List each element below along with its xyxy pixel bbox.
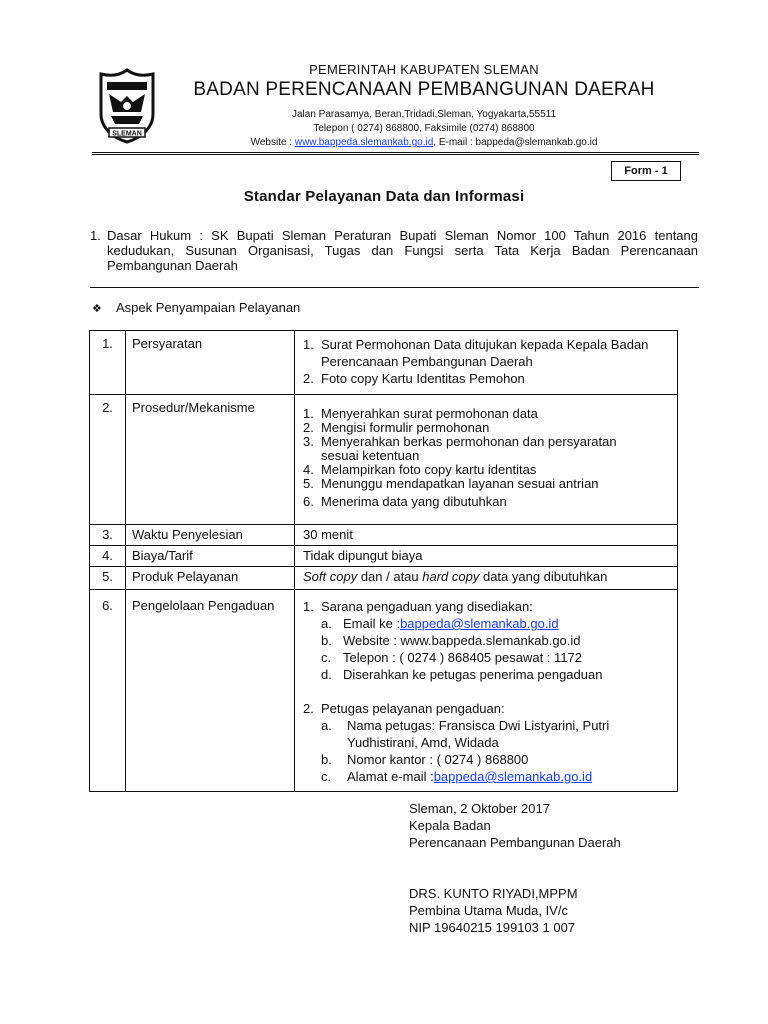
website-label: Website : bbox=[250, 137, 295, 148]
list-item: 2. Foto copy Kartu Identitas Pemohon bbox=[303, 371, 525, 386]
diamond-bullet-icon: ❖ bbox=[92, 303, 102, 315]
list-item: 5. Menunggu mendapatkan layanan sesuai antrian bbox=[303, 476, 599, 491]
place-date: Sleman, 2 Oktober 2017 bbox=[409, 801, 550, 816]
signature-block bbox=[409, 800, 621, 936]
table-row bbox=[90, 525, 678, 546]
email-link[interactable]: bappeda@slemankab.go.id bbox=[400, 616, 559, 631]
row-number: 3. bbox=[90, 525, 126, 546]
row-number: 4. bbox=[90, 546, 126, 567]
table-row bbox=[90, 590, 678, 792]
row-label: Pengelolaan Pengaduan bbox=[126, 590, 295, 792]
sub-item: c. Telepon : ( 0274 ) 868405 pesawat : 1172 bbox=[321, 650, 582, 665]
legal-basis-number: 1. bbox=[90, 228, 101, 243]
sub-item: Yudhistirani, Amd, Widada bbox=[347, 735, 499, 750]
row-label: Biaya/Tarif bbox=[126, 546, 295, 567]
website-link[interactable]: www.bappeda.slemankab.go.id bbox=[294, 137, 434, 148]
sub-item: d. Diserahkan ke petugas penerima pengaduan bbox=[321, 667, 603, 682]
aspect-heading bbox=[92, 300, 300, 315]
logo-text: SLEMAN bbox=[112, 130, 142, 138]
row-value: Tidak dipungut biaya bbox=[295, 546, 678, 567]
list-item: 4. Melampirkan foto copy kartu identitas bbox=[303, 462, 537, 477]
soft-copy-text: Soft copy bbox=[303, 569, 358, 584]
row-label: Waktu Penyelesian bbox=[126, 525, 295, 546]
signatory-nip: NIP 19640215 199103 1 007 bbox=[409, 920, 576, 935]
agency-name: BADAN PERENCANAAN PEMBANGUNAN DAERAH bbox=[193, 79, 655, 100]
form-label: Form - 1 bbox=[611, 161, 681, 181]
row-value bbox=[295, 590, 678, 792]
list-item: 1. Sarana pengaduan yang disediakan: bbox=[303, 599, 533, 614]
list-item: 1. Surat Permohonan Data ditujukan kepada Kepala Badan bbox=[303, 337, 649, 352]
letterhead-rule-thin bbox=[92, 154, 699, 155]
sub-item: c. Alamat e-mail : bappeda@slemankab.go.id bbox=[321, 769, 593, 784]
row-value: 30 menit bbox=[295, 525, 678, 546]
signatory-name: DRS. KUNTO RIYADI,MPPM bbox=[409, 886, 578, 901]
list-item: 1. Menyerahkan surat permohonan data bbox=[303, 406, 538, 421]
phone: Telepon ( 0274) 868800, Faksimile (0274) 868800 bbox=[313, 123, 535, 134]
email-text: , E-mail : bappeda@slemankab.go.id bbox=[433, 137, 598, 148]
service-standard-table bbox=[89, 330, 678, 792]
sub-item: a. Email ke : bappeda@slemankab.go.id bbox=[321, 616, 559, 631]
list-item: 6. Menerima data yang dibutuhkan bbox=[303, 494, 507, 509]
letterhead-rule-thick bbox=[92, 152, 699, 153]
list-item: sesuai ketentuan bbox=[321, 448, 420, 463]
government-name: PEMERINTAH KABUPATEN SLEMAN bbox=[309, 62, 539, 77]
list-item: Perencanaan Pembangunan Daerah bbox=[321, 354, 533, 369]
list-item: 2. Mengisi formulir permohonan bbox=[303, 420, 490, 435]
table-row bbox=[90, 567, 678, 590]
address: Jalan Parasamya, Beran,Tridadi,Sleman, Yogyakarta,55511 bbox=[291, 109, 557, 120]
list-item: 3. Menyerahkan berkas permohonan dan persyaratan bbox=[303, 434, 617, 449]
list-item: 2. Petugas pelayanan pengaduan: bbox=[303, 701, 505, 716]
row-number: 5. bbox=[90, 567, 126, 590]
table-row bbox=[90, 395, 678, 525]
table-row bbox=[90, 331, 678, 395]
email-link[interactable]: bappeda@slemankab.go.id bbox=[433, 769, 593, 784]
row-label: Prosedur/Mekanisme bbox=[126, 395, 295, 525]
row-label: Produk Pelayanan bbox=[126, 567, 295, 590]
web-email-line bbox=[160, 136, 688, 150]
table-row bbox=[90, 546, 678, 567]
position-agency: Perencanaan Pembangunan Daerah bbox=[409, 835, 621, 850]
signatory-rank: Pembina Utama Muda, IV/c bbox=[409, 903, 568, 918]
aspect-label: Aspek Penyampaian Pelayanan bbox=[116, 300, 301, 315]
row-value: Soft copy dan / atau hard copy data yang dibutuhkan bbox=[295, 567, 678, 590]
hard-copy-text: hard copy bbox=[422, 569, 480, 584]
row-value bbox=[295, 331, 678, 395]
document-title: Standar Pelayanan Data dan Informasi bbox=[243, 188, 525, 205]
row-number: 1. bbox=[90, 331, 126, 395]
row-label: Persyaratan bbox=[126, 331, 295, 395]
section-rule bbox=[90, 287, 699, 288]
sub-item: b. Website : www.bappeda.slemankab.go.id bbox=[321, 633, 581, 648]
row-number: 6. bbox=[90, 590, 126, 792]
sub-item: a. Nama petugas: Fransisca Dwi Listyarini, Putri bbox=[321, 718, 610, 733]
row-value bbox=[295, 395, 678, 525]
position-title: Kepala Badan bbox=[409, 818, 491, 833]
letterhead bbox=[160, 62, 688, 150]
row-number: 2. bbox=[90, 395, 126, 525]
sleman-logo bbox=[97, 68, 157, 144]
legal-basis bbox=[90, 228, 698, 273]
sub-item: b. Nomor kantor : ( 0274 ) 868800 bbox=[321, 752, 529, 767]
legal-basis-text: Dasar Hukum : SK Bupati Sleman Peraturan Bupati Sleman Nomor 100 Tahun 2016 tentang kedudukan, Susunan Organisasi, Tugas dan Fungsi serta Tata Kerja Badan Perencanaan Pembangunan Daerah bbox=[107, 228, 698, 273]
